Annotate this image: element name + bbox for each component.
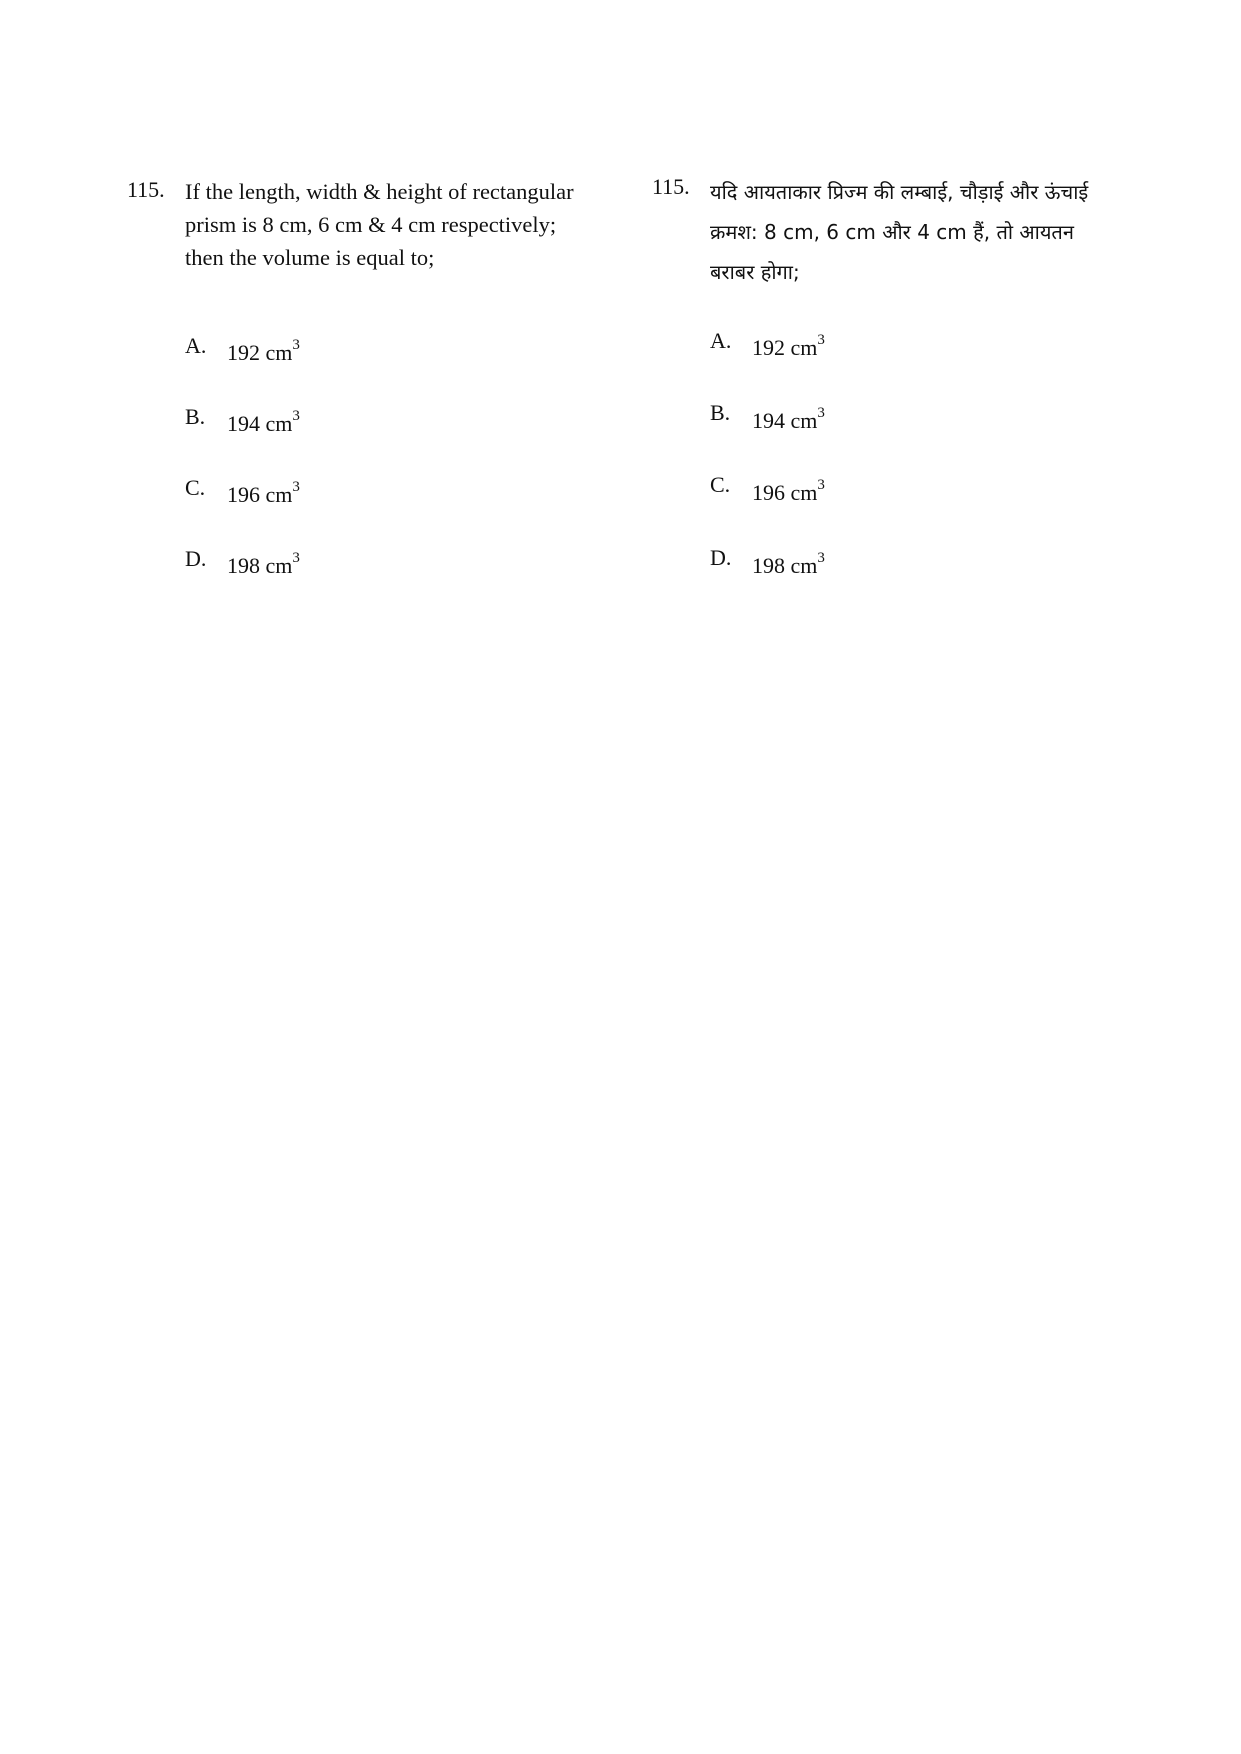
option-value: 196 $cm^3$: [752, 476, 825, 505]
question-number-en: 115.: [127, 177, 165, 202]
question-text-hi: यदि आयताकार प्रिज्म की लम्बाई, चौड़ाई और ऊंचाई क्रमश: 8 cm, 6 cm और 4 cm हैं, तो आयतन बराबर होगा;: [710, 180, 1089, 284]
option-value: 192 $cm^3$: [227, 336, 300, 365]
option-letter: C.: [710, 472, 731, 497]
option-value: 194 $cm^3$: [227, 407, 300, 436]
option-letter: A.: [710, 328, 732, 353]
option-letter: D.: [710, 545, 732, 570]
option-value: 198 $cm^3$: [752, 549, 825, 578]
option-letter: B.: [710, 400, 731, 425]
option-value: 194 $cm^3$: [752, 404, 825, 433]
option-value: 198 $cm^3$: [227, 549, 300, 578]
option-letter: A.: [185, 333, 207, 358]
option-value: 192 $cm^3$: [752, 331, 825, 360]
option-letter: C.: [185, 475, 206, 500]
question-text-en: If the length, width & height of rectangular prism is 8 cm, 6 cm & 4 cm respectively; then the volume is equal to;: [185, 179, 574, 270]
option-letter: D.: [185, 546, 207, 571]
option-letter: B.: [185, 404, 206, 429]
question-number-hi: 115.: [652, 174, 690, 199]
option-value: 196 $cm^3$: [227, 478, 300, 507]
